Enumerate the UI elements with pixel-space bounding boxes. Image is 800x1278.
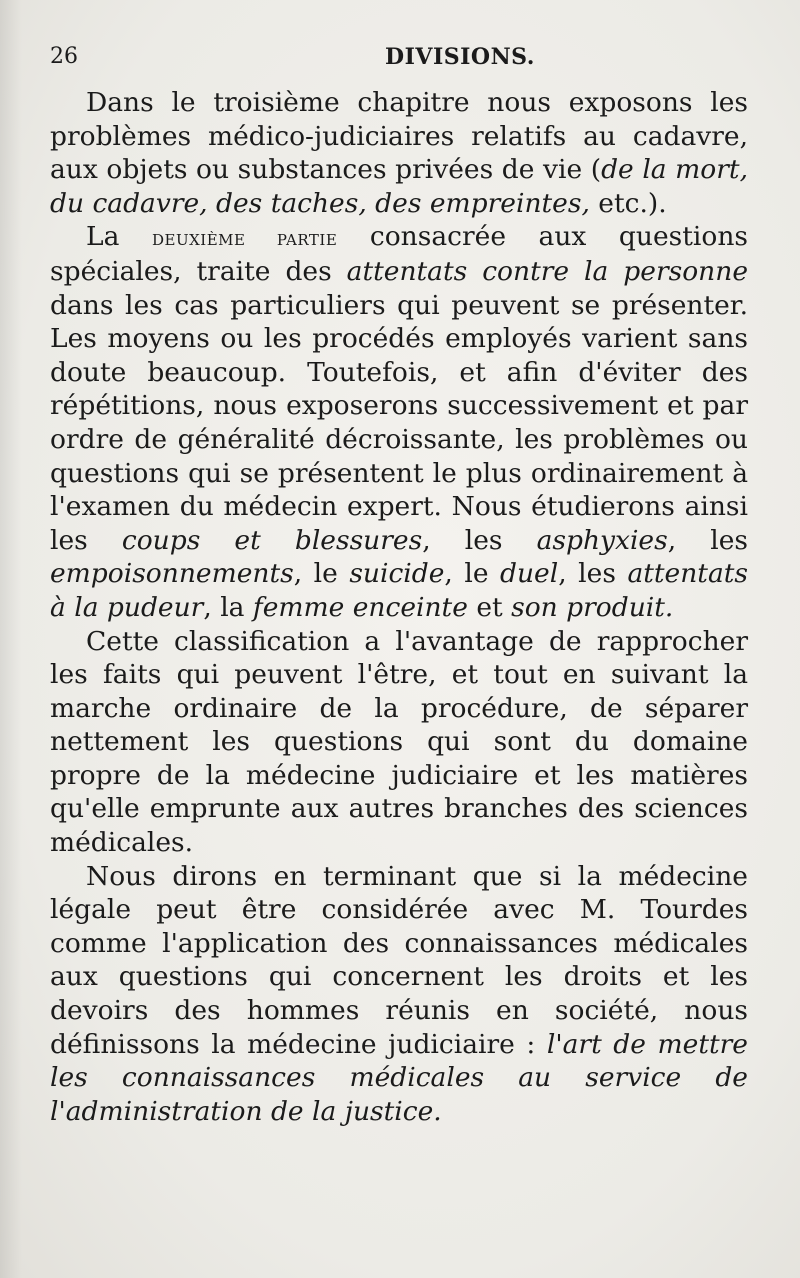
text-segment-italic: attentats à la pudeur — [50, 558, 748, 623]
text-segment-italic: duel — [500, 558, 559, 590]
paragraph-second-part — [50, 220, 748, 624]
text-segment-italic: suicide — [349, 558, 445, 590]
text-segment-italic: attentats contre la personne — [346, 255, 748, 287]
text-segment: , les — [422, 524, 537, 556]
text-segment-italic: l'art de mettre les connaissances médicales au service de l'administration de la justice. — [50, 1028, 748, 1127]
body-text — [50, 86, 748, 1128]
text-segment: , les — [558, 558, 628, 590]
text-segment: Dans le troisième chapitre nous exposons les problèmes médico-judiciaires relatifs au cadavre, aux objets ou substances privées de vie ( — [50, 87, 748, 186]
text-segment: , la — [203, 591, 253, 623]
text-segment: Nous dirons en terminant que si la médecine légale peut être considérée avec M. Tourdes comme l'application des connaissances médicales aux questions qui concernent les droits et les devoirs des hommes réunis en société, nous définissons la médecine judiciaire : — [50, 860, 748, 1060]
text-segment-italic: coups et blessures — [121, 524, 423, 556]
text-segment-italic: asphyxies — [536, 524, 668, 556]
text-segment: etc.). — [589, 187, 667, 219]
text-segment: , les — [667, 524, 748, 556]
paragraph-third-chapter — [50, 86, 748, 220]
text-segment-italic: son produit. — [511, 591, 674, 623]
text-segment-italic: empoisonnements — [50, 558, 294, 590]
paragraph-classification — [50, 625, 748, 860]
text-segment: et — [467, 591, 512, 623]
page-header — [50, 44, 748, 80]
text-segment: Cette classification a l'avantage de rapprocher les faits qui peuvent l'être, et tout en suivant la marche ordinaire de la procédure, de séparer nettement les questions qui sont du domaine propre de la médecine judiciaire et les matières qu'elle emprunte aux autres branches des sciences médicales. — [50, 625, 748, 859]
text-segment: , le — [293, 558, 350, 590]
text-segment-italic: de la mort, du cadavre, des taches, des empreintes, — [50, 154, 749, 219]
page-number: 26 — [50, 44, 78, 69]
paragraph-conclusion — [50, 860, 748, 1129]
text-segment-smallcaps: deuxième partie — [151, 225, 338, 251]
text-segment: , le — [444, 558, 501, 590]
text-segment: consacrée aux questions spéciales, traite des — [50, 221, 748, 287]
text-segment-italic: femme enceinte — [252, 591, 468, 623]
text-segment: dans les cas particuliers qui peuvent se présenter. Les moyens ou les procédés employés varient sans doute beaucoup. Toutefois, et afin d'éviter des répétitions, nous exposerons successivement et par ordre de généralité décroissante, les problèmes ou questions qui se présentent le plus ordinairement à l'examen du médecin expert. Nous étudierons ainsi les — [50, 289, 748, 556]
running-title: DIVISIONS. — [385, 44, 535, 70]
text-segment: La — [86, 221, 152, 253]
